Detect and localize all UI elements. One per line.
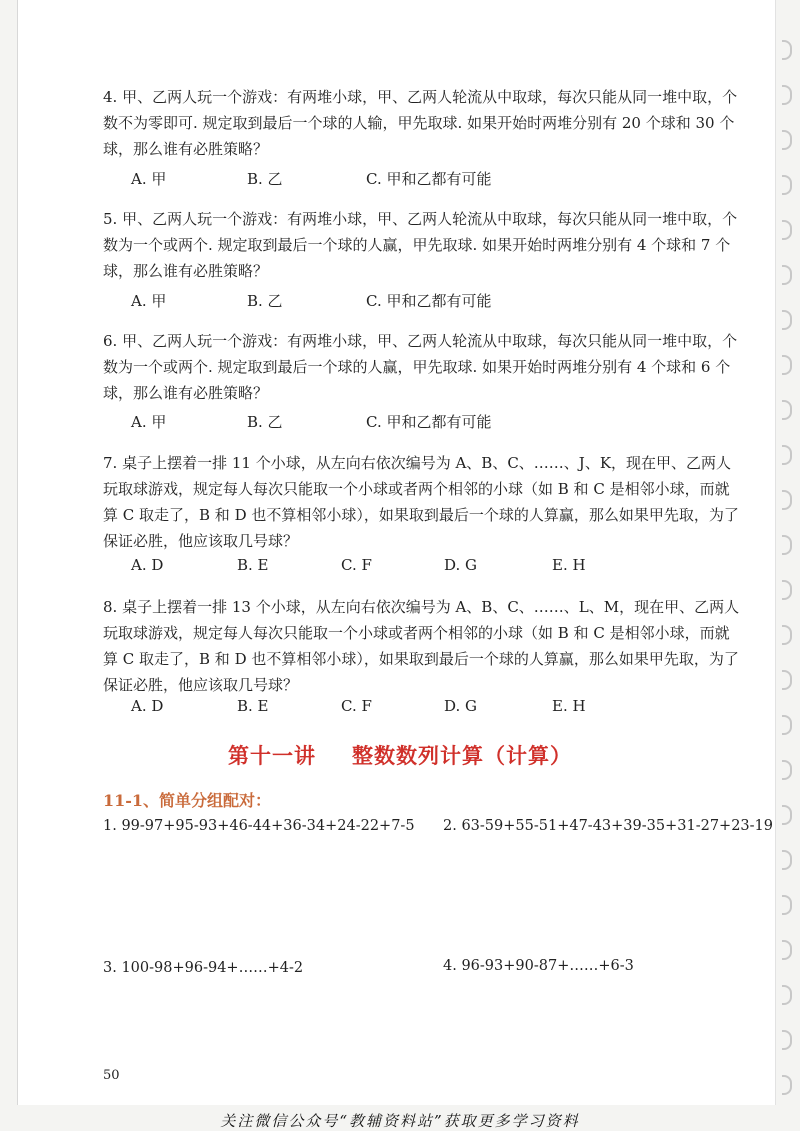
option-d[interactable]: D. G bbox=[444, 697, 478, 715]
exercise-4: 4. 96-93+90-87+……+6-3 bbox=[443, 958, 634, 974]
subheading: 11-1、简单分组配对： bbox=[103, 791, 272, 810]
exercise-2: 2. 63-59+55-51+47-43+39-35+31-27+23-19 bbox=[443, 818, 773, 834]
question-text: 8. 桌子上摆着一排 13 个小球，从左向右依次编号为 A、B、C、……、L、M，现在甲、乙两人玩取球游戏，规定每人每次只能取一个小球或者两个相邻的小球（如 B 和 C 是相邻小球，而就算 C 取走了，B 和 D 也不算相邻小球），如果取到最后一个球的人算赢，那么如果甲先取，为了保证必胜，他应该取几号球？ bbox=[103, 598, 740, 694]
option-a[interactable]: A. 甲 bbox=[131, 170, 167, 188]
option-b[interactable]: B. E bbox=[237, 556, 269, 574]
question-5 bbox=[103, 206, 743, 284]
option-a[interactable]: A. D bbox=[131, 556, 164, 574]
question-4 bbox=[103, 84, 743, 162]
option-e[interactable]: E. H bbox=[552, 556, 586, 574]
option-a[interactable]: A. D bbox=[131, 697, 164, 715]
option-b[interactable]: B. 乙 bbox=[247, 292, 283, 310]
lecture-topic: 整数数列计算（计算） bbox=[352, 743, 572, 768]
option-b[interactable]: B. E bbox=[237, 697, 269, 715]
exercise-1: 1. 99-97+95-93+46-44+36-34+24-22+7-5 bbox=[103, 818, 415, 834]
question-text: 5. 甲、乙两人玩一个游戏：有两堆小球，甲、乙两人轮流从中取球，每次只能从同一堆中取，个数为一个或两个. 规定取到最后一个球的人赢，甲先取球. 如果开始时两堆分别有 4 个球和 7 个球，那么谁有必胜策略？ bbox=[103, 210, 738, 280]
question-8 bbox=[103, 594, 743, 698]
question-text: 4. 甲、乙两人玩一个游戏：有两堆小球，甲、乙两人轮流从中取球，每次只能从同一堆中取，个数不为零即可. 规定取到最后一个球的人输，甲先取球. 如果开始时两堆分别有 20 个球和 30 个球，那么谁有必胜策略？ bbox=[103, 88, 738, 158]
exercise-3: 3. 100-98+96-94+……+4-2 bbox=[103, 960, 304, 976]
option-c[interactable]: C. 甲和乙都有可能 bbox=[366, 413, 492, 431]
option-c[interactable]: C. 甲和乙都有可能 bbox=[366, 292, 492, 310]
option-a[interactable]: A. 甲 bbox=[131, 413, 167, 431]
section-title bbox=[0, 740, 800, 770]
option-c[interactable]: C. F bbox=[341, 697, 372, 715]
question-text: 6. 甲、乙两人玩一个游戏：有两堆小球，甲、乙两人轮流从中取球，每次只能从同一堆中取，个数为一个或两个. 规定取到最后一个球的人赢，甲先取球. 如果开始时两堆分别有 4 个球和 6 个球，那么谁有必胜策略？ bbox=[103, 332, 738, 402]
page-number: 50 bbox=[103, 1068, 120, 1083]
lecture-number: 第十一讲 bbox=[228, 743, 316, 768]
question-6 bbox=[103, 328, 743, 406]
option-a[interactable]: A. 甲 bbox=[131, 292, 167, 310]
option-c[interactable]: C. 甲和乙都有可能 bbox=[366, 170, 492, 188]
question-text: 7. 桌子上摆着一排 11 个小球，从左向右依次编号为 A、B、C、……、J、K，现在甲、乙两人玩取球游戏，规定每人每次只能取一个小球或者两个相邻的小球（如 B 和 C 是相邻小球，而就算 C 取走了，B 和 D 也不算相邻小球），如果取到最后一个球的人算赢，那么如果甲先取，为了保证必胜，他应该取几号球？ bbox=[103, 454, 739, 550]
option-b[interactable]: B. 乙 bbox=[247, 170, 283, 188]
option-e[interactable]: E. H bbox=[552, 697, 586, 715]
option-d[interactable]: D. G bbox=[444, 556, 478, 574]
binder-rings bbox=[782, 40, 796, 1100]
question-7 bbox=[103, 450, 743, 554]
option-b[interactable]: B. 乙 bbox=[247, 413, 283, 431]
option-c[interactable]: C. F bbox=[341, 556, 372, 574]
footer-watermark: 关注微信公众号“教辅资料站”获取更多学习资料 bbox=[220, 1112, 580, 1130]
